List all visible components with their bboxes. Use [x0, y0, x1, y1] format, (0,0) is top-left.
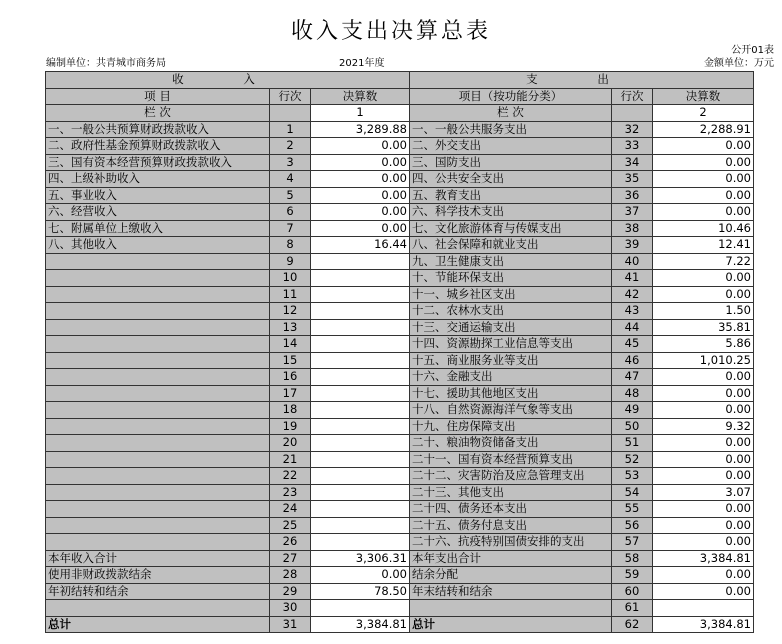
income-amount-cell: 0.00 [311, 138, 410, 155]
income-item-cell [46, 517, 270, 534]
income-item-cell: 五、事业收入 [46, 187, 270, 204]
expense-row-no-cell: 36 [612, 187, 653, 204]
income-item-cell: 二、政府性基金预算财政拨款收入 [46, 138, 270, 155]
expense-item-cell: 五、教育支出 [410, 187, 612, 204]
income-item-cell [46, 352, 270, 369]
income-row-no-cell: 16 [270, 369, 311, 386]
income-amount-cell [311, 352, 410, 369]
expense-amount-cell: 0.00 [653, 286, 754, 303]
expense-amount-cell: 5.86 [653, 336, 754, 353]
expense-amount-cell: 35.81 [653, 319, 754, 336]
income-amount-cell: 0.00 [311, 204, 410, 221]
income-amount-cell [311, 517, 410, 534]
expense-item-cell: 二十一、国有资本经营预算支出 [410, 451, 612, 468]
expense-column-label: 栏 次 [410, 105, 612, 122]
expense-item-cell: 四、公共安全支出 [410, 171, 612, 188]
income-row-no-cell: 31 [270, 616, 311, 633]
table-row [46, 237, 754, 254]
expense-row-no-cell: 57 [612, 534, 653, 551]
table-row [46, 253, 754, 270]
expense-item-cell: 十五、商业服务业等支出 [410, 352, 612, 369]
income-row-no-cell: 6 [270, 204, 311, 221]
table-row [46, 435, 754, 452]
income-item-cell [46, 385, 270, 402]
income-row-no-cell: 5 [270, 187, 311, 204]
expense-item-cell: 九、卫生健康支出 [410, 253, 612, 270]
column-index-row [46, 105, 754, 122]
table-row [46, 154, 754, 171]
income-row-no-cell: 1 [270, 121, 311, 138]
expense-row-no-cell: 39 [612, 237, 653, 254]
table-row [46, 121, 754, 138]
expense-row-no-blank [612, 105, 653, 122]
income-amount-cell: 3,384.81 [311, 616, 410, 633]
expense-row-no-cell: 54 [612, 484, 653, 501]
expense-amount-cell: 0.00 [653, 171, 754, 188]
expense-item-cell: 十二、农林水支出 [410, 303, 612, 320]
income-row-no-cell: 14 [270, 336, 311, 353]
table-row [46, 204, 754, 221]
expense-row-no-cell: 60 [612, 583, 653, 600]
income-item-cell: 六、经营收入 [46, 204, 270, 221]
income-row-no-cell: 15 [270, 352, 311, 369]
expense-amount-cell: 0.00 [653, 468, 754, 485]
expense-amount-cell: 0.00 [653, 451, 754, 468]
expense-amount-cell: 0.00 [653, 567, 754, 584]
table-row [46, 319, 754, 336]
expense-row-no-cell: 51 [612, 435, 653, 452]
expense-row-no-cell: 56 [612, 517, 653, 534]
expense-item-cell: 八、社会保障和就业支出 [410, 237, 612, 254]
expense-item-cell: 十、节能环保支出 [410, 270, 612, 287]
expense-row-no-cell: 35 [612, 171, 653, 188]
unit-label: 编制单位：共青城市商务局 [46, 58, 166, 69]
income-amount-cell: 78.50 [311, 583, 410, 600]
income-amount-cell: 0.00 [311, 154, 410, 171]
table-row [46, 484, 754, 501]
income-amount-cell: 0.00 [311, 171, 410, 188]
income-row-no-cell: 4 [270, 171, 311, 188]
table-row [46, 418, 754, 435]
income-amount-cell [311, 600, 410, 617]
income-row-no-cell: 11 [270, 286, 311, 303]
table-row [46, 517, 754, 534]
report-year: 2021年度 [339, 58, 385, 69]
income-amount-cell [311, 501, 410, 518]
expense-amount-cell: 3,384.81 [653, 550, 754, 567]
income-item-cell [46, 336, 270, 353]
income-item-cell [46, 286, 270, 303]
expense-row-no-cell: 41 [612, 270, 653, 287]
expense-item-cell: 二十五、债务付息支出 [410, 517, 612, 534]
expense-amount-cell: 1,010.25 [653, 352, 754, 369]
expense-row-no-cell: 49 [612, 402, 653, 419]
final-accounts-table [45, 71, 754, 633]
income-amount-cell [311, 468, 410, 485]
income-item-cell: 三、国有资本经营预算财政拨款收入 [46, 154, 270, 171]
income-row-no-cell: 28 [270, 567, 311, 584]
table-row [46, 600, 754, 617]
income-row-no-cell: 19 [270, 418, 311, 435]
table-row [46, 501, 754, 518]
income-item-cell: 使用非财政拨款结余 [46, 567, 270, 584]
expense-row-no-cell: 52 [612, 451, 653, 468]
expense-amount-cell: 0.00 [653, 369, 754, 386]
expense-row-no-cell: 53 [612, 468, 653, 485]
expense-amount-cell: 3,384.81 [653, 616, 754, 633]
income-amount-cell [311, 369, 410, 386]
income-item-cell: 七、附属单位上缴收入 [46, 220, 270, 237]
expense-item-cell: 十七、援助其他地区支出 [410, 385, 612, 402]
expense-item-cell: 二十、粮油物资储备支出 [410, 435, 612, 452]
income-item-cell [46, 534, 270, 551]
income-item-cell: 四、上级补助收入 [46, 171, 270, 188]
expense-row-no-cell: 61 [612, 600, 653, 617]
income-amount-cell [311, 385, 410, 402]
income-row-no-cell: 3 [270, 154, 311, 171]
income-row-no-cell: 22 [270, 468, 311, 485]
expense-row-no-cell: 58 [612, 550, 653, 567]
expense-amount-cell [653, 600, 754, 617]
income-item-cell [46, 270, 270, 287]
income-item-cell: 八、其他收入 [46, 237, 270, 254]
income-item-cell [46, 369, 270, 386]
report-title: 收入支出决算总表 [290, 19, 491, 44]
income-row-no-cell: 24 [270, 501, 311, 518]
table-row [46, 220, 754, 237]
expense-row-no-cell: 38 [612, 220, 653, 237]
expense-item-cell: 十九、住房保障支出 [410, 418, 612, 435]
income-amount-cell: 0.00 [311, 187, 410, 204]
income-amount-cell: 0.00 [311, 220, 410, 237]
table-row [46, 352, 754, 369]
expense-item-cell: 十三、交通运输支出 [410, 319, 612, 336]
income-section-header: 收 入 [46, 72, 410, 89]
expense-item-cell: 二十六、抗疫特别国债安排的支出 [410, 534, 612, 551]
income-amount-cell: 0.00 [311, 567, 410, 584]
income-row-no-cell: 2 [270, 138, 311, 155]
income-row-no-header: 行次 [270, 88, 311, 105]
income-row-no-cell: 9 [270, 253, 311, 270]
expense-amount-cell: 0.00 [653, 583, 754, 600]
income-row-no-cell: 20 [270, 435, 311, 452]
expense-row-no-header: 行次 [612, 88, 653, 105]
expense-row-no-cell: 59 [612, 567, 653, 584]
income-row-no-cell: 10 [270, 270, 311, 287]
income-item-cell [46, 253, 270, 270]
income-row-no-cell: 7 [270, 220, 311, 237]
table-row [46, 567, 754, 584]
expense-item-cell: 二十四、债务还本支出 [410, 501, 612, 518]
income-row-no-cell: 21 [270, 451, 311, 468]
income-item-cell [46, 418, 270, 435]
income-amount-cell [311, 435, 410, 452]
income-item-cell: 年初结转和结余 [46, 583, 270, 600]
expense-row-no-cell: 48 [612, 385, 653, 402]
income-item-cell [46, 600, 270, 617]
income-amount-cell: 16.44 [311, 237, 410, 254]
income-amount-cell [311, 418, 410, 435]
expense-item-cell: 结余分配 [410, 567, 612, 584]
expense-row-no-cell: 43 [612, 303, 653, 320]
income-amount-cell [311, 336, 410, 353]
income-item-cell: 总计 [46, 616, 270, 633]
income-row-no-cell: 29 [270, 583, 311, 600]
table-row [46, 286, 754, 303]
expense-row-no-cell: 40 [612, 253, 653, 270]
expense-amount-cell: 0.00 [653, 501, 754, 518]
income-item-cell [46, 303, 270, 320]
form-code: 公开01表 [731, 45, 774, 56]
expense-amount-cell: 0.00 [653, 270, 754, 287]
table-row [46, 616, 754, 633]
income-row-no-cell: 26 [270, 534, 311, 551]
income-row-no-cell: 12 [270, 303, 311, 320]
expense-item-cell: 二十二、灾害防治及应急管理支出 [410, 468, 612, 485]
expense-amount-cell: 0.00 [653, 385, 754, 402]
expense-amount-cell: 7.22 [653, 253, 754, 270]
income-amount-cell [311, 270, 410, 287]
income-amount-cell [311, 319, 410, 336]
expense-amount-cell: 2,288.91 [653, 121, 754, 138]
table-row [46, 534, 754, 551]
table-row [46, 270, 754, 287]
expense-item-cell: 十六、金融支出 [410, 369, 612, 386]
expense-row-no-cell: 42 [612, 286, 653, 303]
income-row-no-cell: 23 [270, 484, 311, 501]
expense-amount-cell: 0.00 [653, 435, 754, 452]
table-row [46, 451, 754, 468]
expense-row-no-cell: 47 [612, 369, 653, 386]
income-item-cell [46, 451, 270, 468]
income-item-cell [46, 435, 270, 452]
expense-item-cell: 年末结转和结余 [410, 583, 612, 600]
income-item-cell [46, 319, 270, 336]
currency-unit: 金额单位：万元 [704, 58, 774, 69]
expense-row-no-cell: 55 [612, 501, 653, 518]
expense-item-cell: 七、文化旅游体育与传媒支出 [410, 220, 612, 237]
expense-item-header: 项目（按功能分类） [410, 88, 612, 105]
table-row [46, 303, 754, 320]
income-amount-cell [311, 286, 410, 303]
income-amount-cell [311, 303, 410, 320]
expense-row-no-cell: 32 [612, 121, 653, 138]
expense-amount-cell: 9.32 [653, 418, 754, 435]
table-row [46, 171, 754, 188]
expense-item-cell: 二十三、其他支出 [410, 484, 612, 501]
expense-amount-cell: 10.46 [653, 220, 754, 237]
expense-row-no-cell: 45 [612, 336, 653, 353]
expense-item-cell: 本年支出合计 [410, 550, 612, 567]
income-amount-header: 决算数 [311, 88, 410, 105]
column-header-row [46, 88, 754, 105]
expense-item-cell: 十四、资源勘探工业信息等支出 [410, 336, 612, 353]
table-row [46, 583, 754, 600]
expense-row-no-cell: 50 [612, 418, 653, 435]
expense-amount-cell: 0.00 [653, 402, 754, 419]
income-column-index: 1 [311, 105, 410, 122]
income-item-cell [46, 484, 270, 501]
expense-amount-cell: 0.00 [653, 204, 754, 221]
expense-row-no-cell: 46 [612, 352, 653, 369]
expense-amount-cell: 12.41 [653, 237, 754, 254]
section-header-row [46, 72, 754, 89]
income-item-cell [46, 468, 270, 485]
expense-item-cell: 六、科学技术支出 [410, 204, 612, 221]
expense-row-no-cell: 37 [612, 204, 653, 221]
income-amount-cell: 3,306.31 [311, 550, 410, 567]
expense-amount-cell: 0.00 [653, 534, 754, 551]
expense-item-cell [410, 600, 612, 617]
table-row [46, 550, 754, 567]
expense-item-cell: 十八、自然资源海洋气象等支出 [410, 402, 612, 419]
table-row [46, 468, 754, 485]
income-row-no-cell: 30 [270, 600, 311, 617]
income-row-no-cell: 13 [270, 319, 311, 336]
income-row-no-cell: 17 [270, 385, 311, 402]
income-amount-cell [311, 451, 410, 468]
expense-item-cell: 三、国防支出 [410, 154, 612, 171]
income-amount-cell [311, 484, 410, 501]
expense-column-index: 2 [653, 105, 754, 122]
expense-amount-header: 决算数 [653, 88, 754, 105]
income-item-cell: 本年收入合计 [46, 550, 270, 567]
table-row [46, 187, 754, 204]
expense-item-cell: 十一、城乡社区支出 [410, 286, 612, 303]
income-row-no-cell: 18 [270, 402, 311, 419]
income-item-cell [46, 501, 270, 518]
income-column-label: 栏 次 [46, 105, 270, 122]
income-amount-cell [311, 402, 410, 419]
income-amount-cell: 3,289.88 [311, 121, 410, 138]
table-row [46, 369, 754, 386]
income-amount-cell [311, 253, 410, 270]
income-amount-cell [311, 534, 410, 551]
expense-amount-cell: 0.00 [653, 187, 754, 204]
table-row [46, 385, 754, 402]
expense-section-header: 支 出 [410, 72, 754, 89]
income-row-no-cell: 27 [270, 550, 311, 567]
expense-row-no-cell: 62 [612, 616, 653, 633]
income-row-no-blank [270, 105, 311, 122]
income-row-no-cell: 8 [270, 237, 311, 254]
income-item-header: 项 目 [46, 88, 270, 105]
expense-row-no-cell: 33 [612, 138, 653, 155]
table-row [46, 402, 754, 419]
expense-item-cell: 总计 [410, 616, 612, 633]
expense-item-cell: 一、一般公共服务支出 [410, 121, 612, 138]
income-item-cell [46, 402, 270, 419]
expense-amount-cell: 0.00 [653, 517, 754, 534]
expense-amount-cell: 1.50 [653, 303, 754, 320]
expense-row-no-cell: 44 [612, 319, 653, 336]
expense-amount-cell: 3.07 [653, 484, 754, 501]
table-row [46, 336, 754, 353]
income-item-cell: 一、一般公共预算财政拨款收入 [46, 121, 270, 138]
expense-amount-cell: 0.00 [653, 138, 754, 155]
expense-row-no-cell: 34 [612, 154, 653, 171]
expense-amount-cell: 0.00 [653, 154, 754, 171]
expense-item-cell: 二、外交支出 [410, 138, 612, 155]
table-row [46, 138, 754, 155]
income-row-no-cell: 25 [270, 517, 311, 534]
